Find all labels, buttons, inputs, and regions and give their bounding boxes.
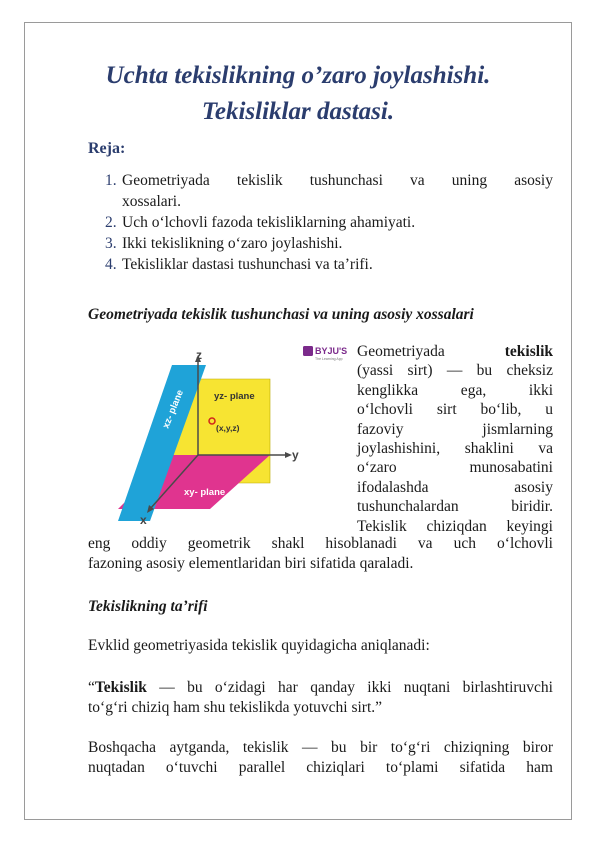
text-line: nuqtadan o‘tuvchi parallel chiziqlari to‘plami sifatida ham (88, 759, 553, 776)
plan-item-number: 4. (105, 256, 117, 273)
coordinate-planes-figure (110, 343, 354, 531)
text-line: ifodalashda asosiy (357, 478, 553, 496)
y-axis-arrow (285, 452, 292, 458)
plan-item-text (122, 170, 553, 212)
definition-intro-paragraph (88, 636, 553, 656)
plan-item (105, 170, 553, 212)
plan-list (105, 170, 553, 275)
plan-item-text: Ikki tekislikning o‘zaro joylashishi. (122, 235, 343, 252)
xy-plane-label: xy- plane (184, 487, 226, 498)
text-fragment: — bu o‘zidagi har qanday ikki nuqtani birlashtiruvchi (146, 679, 553, 696)
definition-quote-paragraph (88, 678, 553, 718)
explanation-paragraph (88, 738, 553, 778)
plan-item (105, 212, 553, 233)
byjus-logo-subtitle: The Learning App (315, 357, 343, 361)
plan-item-text-line: Geometriyada tekislik tushunchasi va uning asosiy (122, 172, 553, 189)
point-label: (x,y,z) (216, 423, 240, 433)
yz-plane-label: yz- plane (214, 391, 255, 402)
plan-item-text-line: xossalari. (122, 193, 181, 210)
xz-plane-label: xz- plane (160, 388, 187, 431)
text-line: o‘lchovli sirt bo‘lib, u (357, 401, 553, 419)
plane-description-text (357, 342, 553, 536)
text-fragment: “ (88, 679, 95, 696)
section-heading-plane-definition: Tekislikning ta’rifi (88, 598, 208, 615)
z-axis-label: z (196, 348, 202, 362)
text-line: joylashishini, shaklini va (357, 440, 553, 458)
text-line: Tekislik chiziqdan keyingi (357, 517, 553, 535)
text-line: Boshqacha aytganda, tekislik — bu bir to‘g‘ri chiziqning biror (88, 739, 553, 756)
text-line: fazoviy jismlarning (357, 420, 553, 438)
plan-item (105, 254, 553, 275)
text-line: (yassi sirt) — bu cheksiz (357, 362, 553, 380)
text-line (88, 678, 553, 698)
byjus-logo-icon (303, 346, 313, 356)
plan-item-text: Tekisliklar dastasi tushunchasi va ta’rifi. (122, 256, 373, 273)
text-line: kenglikka ega, ikki (357, 381, 553, 399)
x-axis-label: x (140, 513, 147, 527)
text-line: o‘zaro munosabatini (357, 459, 553, 477)
bold-term: tekislik (504, 343, 553, 360)
text-line (357, 342, 553, 361)
plan-heading: Reja: (88, 140, 126, 157)
text-line: fazoning asosiy elementlaridan biri sifatida qaraladi. (88, 555, 414, 572)
byjus-logo-text: BYJU'S (315, 346, 348, 356)
text-fragment: Geometriyada (357, 343, 505, 360)
plan-item-number: 3. (105, 235, 117, 252)
text-line: Evklid geometriyasida tekislik quyidagicha aniqlanadi: (88, 637, 430, 654)
text-line: tushunchalardan biridir. (357, 498, 553, 516)
text-line: eng oddiy geometrik shakl hisoblanadi va uch o‘lchovli (88, 535, 553, 552)
plan-item-number: 1. (105, 172, 117, 189)
y-axis-label: y (292, 448, 299, 462)
bold-term: Tekislik (94, 679, 147, 696)
section-heading-plane-concept: Geometriyada tekislik tushunchasi va uning asosiy xossalari (88, 306, 474, 323)
plan-item-text: Uch o‘lchovli fazoda tekisliklarning ahamiyati. (122, 214, 416, 231)
coordinate-planes-diagram (110, 343, 354, 531)
text-line: to‘g‘ri chiziq ham shu tekislikda yotuvchi sirt.” (88, 699, 383, 716)
page-title-line-1: Uchta tekislikning o’zaro joylashishi. (105, 62, 491, 89)
plan-item (105, 233, 553, 254)
plan-item-number: 2. (105, 214, 117, 231)
plane-description-continued (88, 534, 553, 574)
page-title-line-2: Tekisliklar dastasi. (201, 98, 395, 125)
